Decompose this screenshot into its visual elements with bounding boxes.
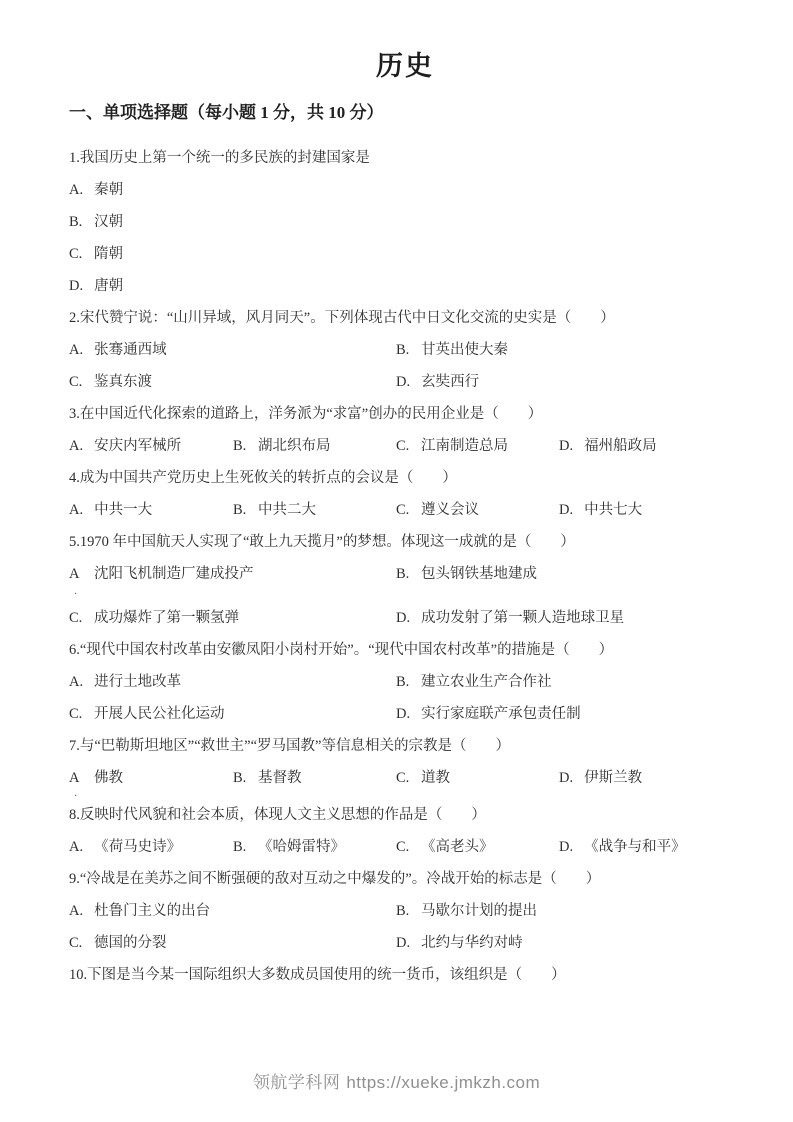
option-text: 建立农业生产合作社 bbox=[421, 674, 552, 690]
question-4-stem: 4.成为中国共产党历史上生死攸关的转折点的会议是（ ） bbox=[69, 470, 457, 486]
option-label: C. bbox=[69, 246, 83, 262]
option-label: C. bbox=[396, 839, 410, 855]
option-6d bbox=[396, 704, 741, 724]
option-text: 甘英出使大秦 bbox=[421, 342, 508, 358]
option-label: A. bbox=[69, 674, 84, 690]
option-label: B. bbox=[396, 903, 410, 919]
option-5b bbox=[396, 564, 741, 584]
option-label: A bbox=[69, 566, 80, 582]
option-label: D. bbox=[396, 374, 411, 390]
option-label: A bbox=[69, 770, 80, 786]
option-text: 佛教 bbox=[94, 770, 123, 786]
option-1a bbox=[69, 180, 741, 200]
option-8d bbox=[559, 837, 741, 857]
option-5c bbox=[69, 608, 396, 628]
option-text: 安庆内军械所 bbox=[94, 438, 182, 454]
question-2-stem: 2.宋代赞宁说：“山川异域，风月同天”。下列体现古代中日文化交流的史实是（ ） bbox=[69, 310, 615, 326]
option-8b bbox=[233, 837, 396, 857]
option-6c bbox=[69, 704, 396, 724]
option-text: 道教 bbox=[421, 770, 450, 786]
option-text: 湖北织布局 bbox=[258, 438, 331, 454]
option-label: A. bbox=[69, 903, 84, 919]
option-text: 唐朝 bbox=[94, 278, 124, 294]
option-label: A. bbox=[69, 438, 84, 454]
option-9c bbox=[69, 933, 396, 953]
option-text: 进行土地改革 bbox=[94, 674, 182, 690]
option-text: 《战争与和平》 bbox=[584, 839, 686, 855]
option-3c bbox=[396, 436, 559, 456]
option-label: B. bbox=[233, 438, 247, 454]
option-label: D. bbox=[559, 770, 574, 786]
question-10-stem: 10.下图是当今某一国际组织大多数成员国使用的统一货币，该组织是（ ） bbox=[69, 967, 566, 983]
option-9d bbox=[396, 933, 741, 953]
option-text: 福州船政局 bbox=[584, 438, 657, 454]
option-7c bbox=[396, 768, 559, 788]
option-text: 成功爆炸了第一颗氢弹 bbox=[94, 610, 239, 626]
option-label: D. bbox=[559, 839, 574, 855]
question-8-options bbox=[69, 837, 741, 857]
option-text: 江南制造总局 bbox=[421, 438, 508, 454]
option-text: 实行家庭联产承包责任制 bbox=[421, 706, 581, 722]
option-3a bbox=[69, 436, 233, 456]
option-text: 开展人民公社化运动 bbox=[94, 706, 225, 722]
option-text: 北约与华约对峙 bbox=[421, 935, 523, 951]
option-1d bbox=[69, 276, 741, 296]
question-7-stem: 7.与“巴勒斯坦地区”“救世主”“罗马国教”等信息相关的宗教是（ ） bbox=[69, 738, 510, 754]
option-6b bbox=[396, 672, 741, 692]
option-label: B. bbox=[233, 502, 247, 518]
option-text: 汉朝 bbox=[94, 214, 123, 230]
option-5d bbox=[396, 608, 741, 628]
option-label: B. bbox=[233, 770, 247, 786]
option-9b bbox=[396, 901, 741, 921]
option-2c bbox=[69, 372, 396, 392]
option-text: 成功发射了第一颗人造地球卫星 bbox=[421, 610, 625, 626]
option-label: D. bbox=[396, 610, 411, 626]
question-9-options bbox=[69, 901, 741, 953]
question-3-stem: 3.在中国近代化探索的道路上，洋务派为“求富”创办的民用企业是（ ） bbox=[69, 406, 543, 422]
option-text: 基督教 bbox=[258, 770, 302, 786]
option-3b bbox=[233, 436, 396, 456]
option-text: 伊斯兰教 bbox=[584, 770, 643, 786]
question-5-options-row1 bbox=[69, 564, 741, 584]
option-label: B. bbox=[69, 214, 83, 230]
question-1-options bbox=[69, 180, 741, 296]
option-label: A. bbox=[69, 839, 84, 855]
option-4b bbox=[233, 500, 396, 520]
watermark-site-name: 领航学科网 bbox=[252, 1073, 341, 1092]
option-label: B. bbox=[233, 839, 247, 855]
option-text: 中共二大 bbox=[258, 502, 316, 518]
option-label: C. bbox=[69, 610, 83, 626]
option-text: 隋朝 bbox=[94, 246, 123, 262]
option-label: C. bbox=[396, 770, 410, 786]
question-6-options bbox=[69, 672, 741, 724]
option-7a bbox=[69, 768, 233, 788]
option-5a bbox=[69, 564, 396, 584]
option-label: D. bbox=[559, 438, 574, 454]
option-1c bbox=[69, 244, 741, 264]
option-text: 《高老头》 bbox=[421, 839, 494, 855]
option-6a bbox=[69, 672, 396, 692]
option-label: C. bbox=[69, 706, 83, 722]
option-2b bbox=[396, 340, 741, 360]
question-6-stem: 6.“现代中国农村改革由安徽凤阳小岗村开始”。“现代中国农村改革”的措施是（ ） bbox=[69, 642, 614, 658]
option-label: C. bbox=[396, 438, 410, 454]
option-text: 杜鲁门主义的出台 bbox=[94, 903, 211, 919]
option-label: A. bbox=[69, 342, 84, 358]
question-5-options-row2 bbox=[69, 608, 741, 628]
option-label: D. bbox=[69, 278, 84, 294]
option-label: A. bbox=[69, 182, 84, 198]
option-label: B. bbox=[396, 566, 410, 582]
option-text: 秦朝 bbox=[94, 182, 124, 198]
option-text: 张骞通西域 bbox=[94, 342, 167, 358]
question-7-options bbox=[69, 768, 741, 788]
option-label: D. bbox=[396, 706, 411, 722]
question-5-stem: 5.1970 年中国航天人实现了“敢上九天揽月”的梦想。体现这一成就的是（ ） bbox=[69, 534, 575, 550]
option-text: 中共七大 bbox=[584, 502, 643, 518]
question-9-stem: 9.“冷战是在美苏之间不断强硬的敌对互动之中爆发的”。冷战开始的标志是（ ） bbox=[69, 871, 601, 887]
option-7d bbox=[559, 768, 741, 788]
option-label: C. bbox=[69, 935, 83, 951]
question-8-stem: 8.反映时代风貌和社会本质，体现人文主义思想的作品是（ ） bbox=[69, 807, 486, 823]
stray-dot-mark: · bbox=[74, 791, 78, 802]
option-1b bbox=[69, 212, 741, 232]
option-8a bbox=[69, 837, 233, 857]
option-2a bbox=[69, 340, 396, 360]
option-label: C. bbox=[69, 374, 83, 390]
option-label: A. bbox=[69, 502, 84, 518]
option-text: 沈阳飞机制造厂建成投产 bbox=[94, 566, 254, 582]
option-4a bbox=[69, 500, 233, 520]
option-9a bbox=[69, 901, 396, 921]
option-text: 中共一大 bbox=[94, 502, 153, 518]
section-heading: 一、单项选择题（每小题 1 分，共 10 分） bbox=[69, 103, 384, 122]
option-label: C. bbox=[396, 502, 410, 518]
stray-dot-mark: · bbox=[74, 589, 78, 600]
option-8c bbox=[396, 837, 559, 857]
option-text: 玄奘西行 bbox=[421, 374, 480, 390]
option-label: B. bbox=[396, 342, 410, 358]
page-title: 历史 bbox=[376, 51, 434, 81]
option-label: D. bbox=[396, 935, 411, 951]
option-7b bbox=[233, 768, 396, 788]
question-3-options bbox=[69, 436, 741, 456]
option-4d bbox=[559, 500, 741, 520]
question-2-options bbox=[69, 340, 741, 392]
option-label: D. bbox=[559, 502, 574, 518]
watermark-url: https://xueke.jmkzh.com bbox=[346, 1073, 541, 1092]
option-3d bbox=[559, 436, 741, 456]
option-text: 鉴真东渡 bbox=[94, 374, 152, 390]
question-1-stem: 1.我国历史上第一个统一的多民族的封建国家是 bbox=[69, 150, 370, 166]
option-text: 《哈姆雷特》 bbox=[258, 839, 345, 855]
watermark bbox=[0, 1072, 793, 1094]
option-label: B. bbox=[396, 674, 410, 690]
option-text: 德国的分裂 bbox=[94, 935, 167, 951]
option-text: 遵义会议 bbox=[421, 502, 479, 518]
option-2d bbox=[396, 372, 741, 392]
option-4c bbox=[396, 500, 559, 520]
question-4-options bbox=[69, 500, 741, 520]
option-text: 《荷马史诗》 bbox=[94, 839, 182, 855]
option-text: 马歇尔计划的提出 bbox=[421, 903, 537, 919]
option-text: 包头钢铁基地建成 bbox=[421, 566, 537, 582]
